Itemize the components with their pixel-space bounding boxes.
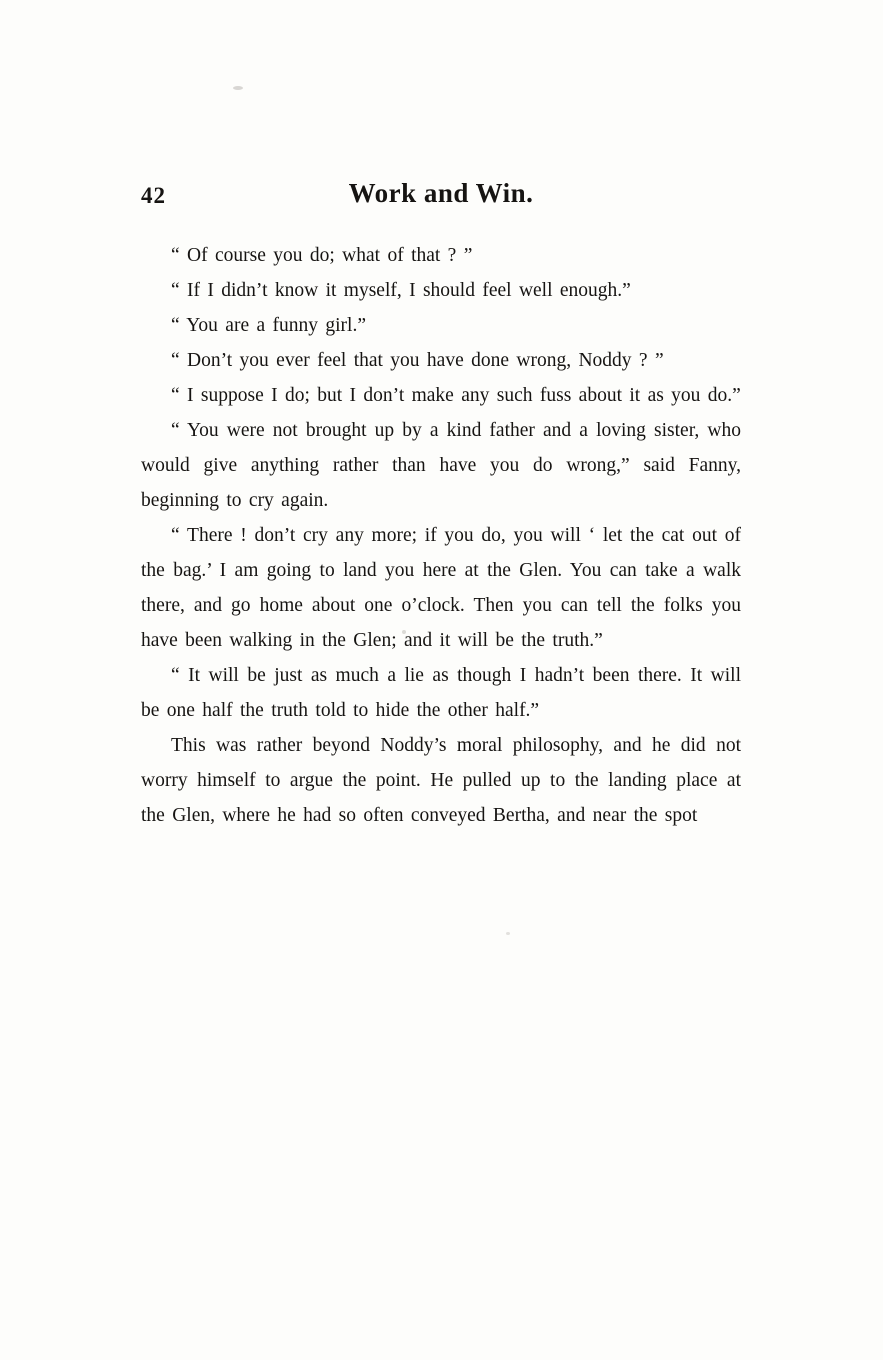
paragraph: “ You were not brought up by a kind father and a loving sister, who would give anything rather than have you do wrong,” said Fanny, beginning to cry again. (141, 420, 741, 511)
page-header (141, 178, 741, 214)
paragraph: “ Don’t you ever feel that you have done wrong, Noddy ? ” (171, 350, 664, 371)
page-number: 42 (141, 183, 166, 208)
paragraph: “ Of course you do; what of that ? ” (171, 245, 473, 266)
paragraph: “ You are a funny girl.” (171, 315, 366, 336)
scan-speck (506, 932, 510, 935)
page-body (141, 238, 741, 833)
paragraph: “ If I didn’t know it myself, I should feel well enough.” (171, 280, 631, 301)
paragraph: “ It will be just as much a lie as though I hadn’t been there. It will be one half the truth told to hide the other half.” (141, 665, 741, 721)
page-content (141, 178, 741, 833)
page-title: Work and Win. (348, 178, 534, 208)
paragraph: “ I suppose I do; but I don’t make any such fuss about it as you do.” (171, 385, 741, 406)
paragraph: “ There ! don’t cry any more; if you do, you will ‘ let the cat out of the bag.’ I am going to land you here at the Glen. You can take a walk there, and go home about one o’clock. Then you can tell the folks you have been walking in the Glen; and it will be the truth.” (141, 525, 741, 651)
paragraph: This was rather beyond Noddy’s moral philosophy, and he did not worry himself to argue the point. He pulled up to the landing place at the Glen, where he had so often conveyed Bertha, and near the spot (141, 735, 741, 826)
scan-speck (233, 86, 243, 90)
